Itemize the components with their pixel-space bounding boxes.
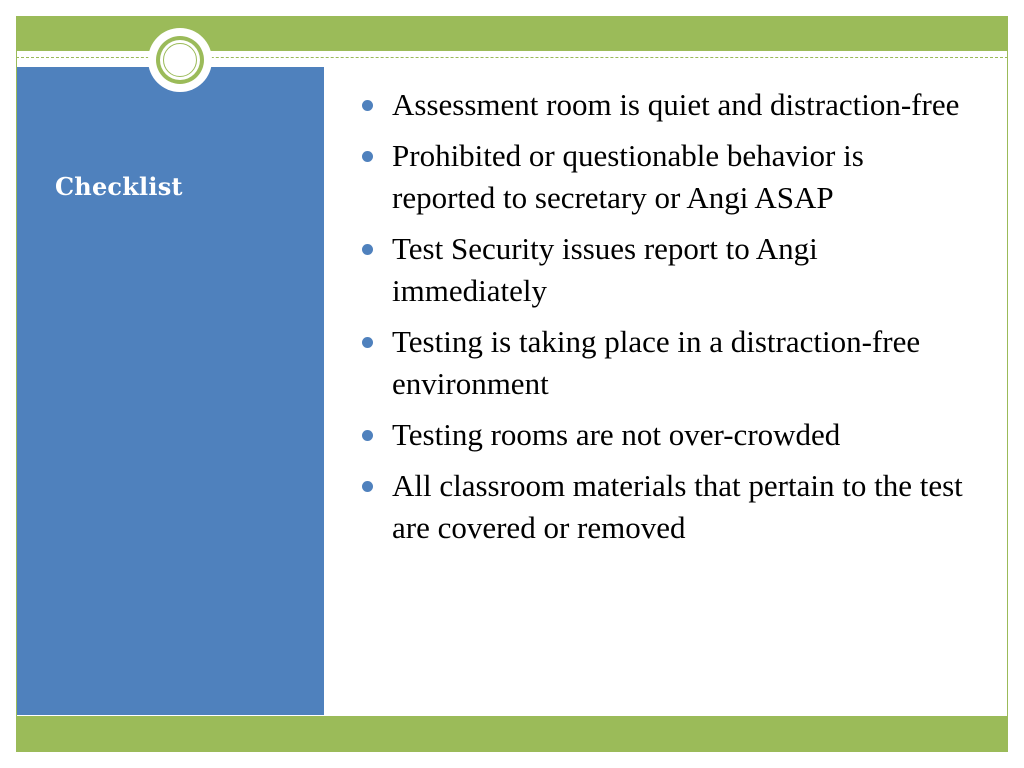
bullet-dot-icon [362, 151, 373, 162]
bottom-accent-band [16, 716, 1008, 751]
bullet-text: Testing rooms are not over-crowded [392, 417, 841, 452]
bullet-dot-icon [362, 481, 373, 492]
bullet-text: Test Security issues report to Angi immediately [392, 231, 818, 308]
bullet-item [360, 465, 970, 549]
slide-title: Checklist [55, 172, 183, 201]
bullet-text: Testing is taking place in a distraction-free environment [392, 324, 921, 401]
bullet-item [360, 228, 970, 312]
bullet-item [360, 321, 970, 405]
bullet-text: Assessment room is quiet and distraction-free [392, 87, 960, 122]
bullet-item [360, 135, 970, 219]
ornament-core-ring [163, 43, 197, 77]
bullet-dot-icon [362, 430, 373, 441]
bullet-dot-icon [362, 100, 373, 111]
bullet-dot-icon [362, 244, 373, 255]
ring-ornament-icon [148, 28, 212, 92]
bullet-dot-icon [362, 337, 373, 348]
bullet-item [360, 414, 970, 456]
bullet-item [360, 84, 970, 126]
checklist-bullets [360, 84, 970, 549]
title-side-panel [17, 67, 324, 715]
bullet-content-area [360, 84, 970, 558]
bullet-text: All classroom materials that pertain to the test are covered or removed [392, 468, 963, 545]
bullet-text: Prohibited or questionable behavior is reported to secretary or Angi ASAP [392, 138, 864, 215]
